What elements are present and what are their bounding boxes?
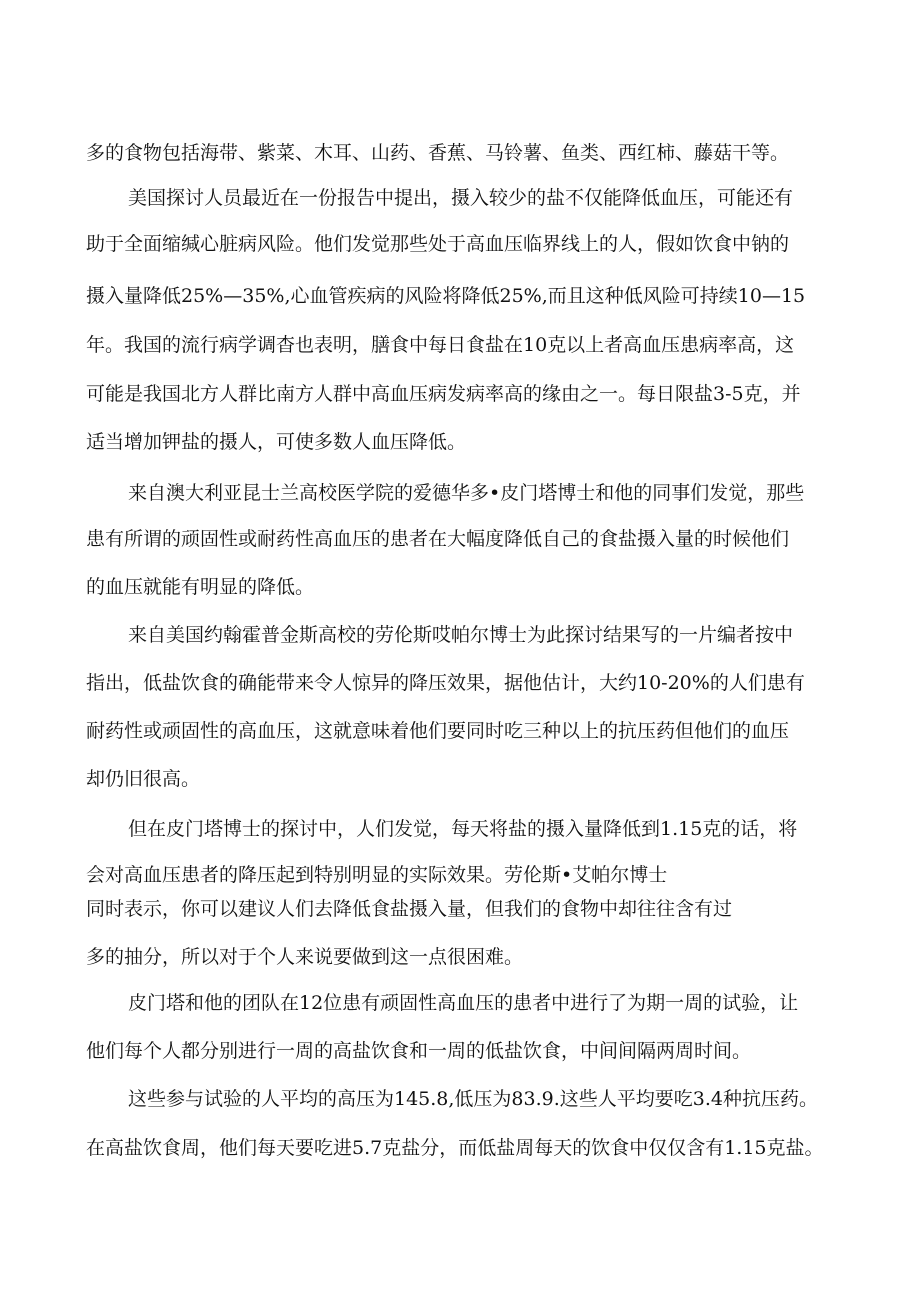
text-line: 会对高血压患者的降压起到特别明显的实际效果。劳伦斯•艾帕尔博士 [86, 864, 668, 886]
paragraph-start-line: 美国探讨人员最近在一份报告中提出，摄入较少的盐不仅能降低血压，可能还有 [128, 187, 794, 209]
text-line: 助于全面缩缄心脏病风险。他们发觉那些处于高血压临界线上的人，假如饮食中钠的 [86, 233, 790, 255]
text-line: 多的食物包括海带、紫菜、木耳、山药、香蕉、马铃薯、鱼类、西红柿、藤菇干等。 [86, 142, 790, 164]
text-line: 年。我国的流行病学调杳也表明，膳食中每日食盐在10克以上者高血压患病率高，这 [86, 334, 795, 356]
text-line: 却仍旧很高。 [86, 768, 201, 790]
paragraph-start-line: 来自美国约翰霍普金斯高校的劳伦斯哎帕尔博士为此探讨结果写的一片编者按中 [128, 624, 794, 646]
paragraph-start-line: 但在皮门塔博士的探讨中，人们发觉，每天将盐的摄入量降低到1.15克的话，将 [128, 818, 798, 840]
paragraph-start-line: 这些参与试验的人平均的高压为145.8,低压为83.9.这些人平均要吃3.4种抗压药。 [128, 1088, 818, 1110]
text-line: 多的抽分，所以对于个人来说要做到这一点很困难。 [86, 946, 524, 968]
text-line: 摄入量降低25%—35%,心血管疾病的风险将降低25%,而且这种低风险可持续10—15 [86, 285, 806, 307]
text-line: 在高盐饮食周，他们每天要吃进5.7克盐分，而低盐周每天的饮食中仅仅含有1.15克盐。 [86, 1137, 824, 1159]
text-line: 他们每个人都分别进行一周的高盐饮食和一周的低盐饮食，中间间隔两周时间。 [86, 1040, 752, 1062]
text-line: 同时表示，你可以建议人们去降低食盐摄入量，但我们的食物中却往往含有过 [86, 898, 733, 920]
text-line: 指出，低盐饮食的确能带来令人惊异的降压效果，据他估计，大约10-20%的人们患有 [86, 672, 805, 694]
text-line: 适当增加钾盐的摄人，可使多数人血压降低。 [86, 431, 467, 453]
paragraph-start-line: 来自澳大利亚昆士兰高校医学院的爱德华多•皮门塔博士和他的同事们发觉，那些 [128, 482, 805, 504]
text-line: 的血压就能有明显的降低。 [86, 576, 315, 598]
text-line: 患有所谓的顽固性或耐药性高血压的患者在大幅度降低自己的食盐摄入量的时候他们 [86, 528, 790, 550]
paragraph-start-line: 皮门塔和他的团队在12位患有顽固性高血压的患者中进行了为期一周的试验，让 [128, 992, 799, 1014]
text-line: 可能是我国北方人群比南方人群中高血压病发病率高的缘由之一。每日限盐3-5克，并 [86, 383, 801, 405]
text-line: 耐药性或顽固性的高血压，这就意味着他们要同时吃三种以上的抗压药但他们的血压 [86, 720, 790, 742]
